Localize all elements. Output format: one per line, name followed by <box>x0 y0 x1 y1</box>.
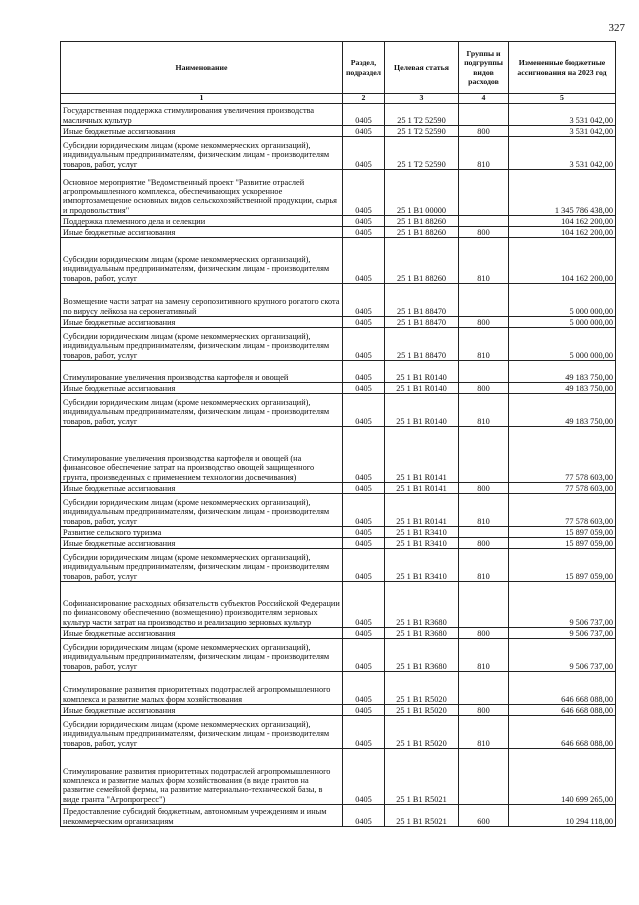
row-group <box>459 104 509 126</box>
table-row <box>61 494 616 527</box>
row-name: Стимулирование развития приоритетных подотраслей агропромышленного комплекса и развитие малых форм хозяйствования (в виде грантов на развитие семейной фермы, на развитие материально-технической базы, в виде гранта "Агропрогресс") <box>61 749 343 805</box>
row-section: 0405 <box>343 104 385 126</box>
column-number: 4 <box>459 94 509 104</box>
row-name: Иные бюджетные ассигнования <box>61 383 343 394</box>
row-section: 0405 <box>343 494 385 527</box>
row-section: 0405 <box>343 170 385 216</box>
table-body <box>61 104 616 827</box>
table-row <box>61 383 616 394</box>
row-amount: 104 162 200,00 <box>509 227 616 238</box>
row-article: 25 1 B1 88470 <box>385 328 459 361</box>
row-group <box>459 216 509 227</box>
table-row <box>61 427 616 483</box>
row-article: 25 1 B1 R5021 <box>385 805 459 827</box>
row-group: 810 <box>459 716 509 749</box>
budget-table <box>60 41 616 827</box>
row-name: Субсидии юридическим лицам (кроме некоммерческих организаций), индивидуальным предпринимателям, физическим лицам - производителям товаров, работ, услуг <box>61 494 343 527</box>
row-amount: 5 000 000,00 <box>509 284 616 317</box>
row-amount: 15 897 059,00 <box>509 538 616 549</box>
row-name: Субсидии юридическим лицам (кроме некоммерческих организаций), индивидуальным предпринимателям, физическим лицам - производителям товаров, работ, услуг <box>61 639 343 672</box>
row-group: 810 <box>459 328 509 361</box>
table-row <box>61 394 616 427</box>
row-name: Государственная поддержка стимулирования увеличения производства масличных культур <box>61 104 343 126</box>
row-article: 25 1 B1 88470 <box>385 284 459 317</box>
row-section: 0405 <box>343 628 385 639</box>
table-row <box>61 284 616 317</box>
row-group <box>459 749 509 805</box>
row-group: 800 <box>459 227 509 238</box>
row-section: 0405 <box>343 137 385 170</box>
row-section: 0405 <box>343 549 385 582</box>
row-amount: 77 578 603,00 <box>509 427 616 483</box>
row-amount: 15 897 059,00 <box>509 549 616 582</box>
row-amount: 5 000 000,00 <box>509 317 616 328</box>
table-row <box>61 317 616 328</box>
table-row <box>61 137 616 170</box>
table-row <box>61 749 616 805</box>
row-name: Стимулирование увеличения производства картофеля и овощей (на финансовое обеспечение затрат на производство овощей защищенного грунта, произведенных с применением технологии досвечивания) <box>61 427 343 483</box>
table-row <box>61 238 616 284</box>
header-article: Целевая статья <box>385 42 459 94</box>
row-group: 800 <box>459 317 509 328</box>
row-amount: 77 578 603,00 <box>509 494 616 527</box>
row-section: 0405 <box>343 483 385 494</box>
row-name: Иные бюджетные ассигнования <box>61 227 343 238</box>
row-group <box>459 284 509 317</box>
row-name: Софинансирование расходных обязательств субъектов Российской Федерации по финансовому обеспечению (возмещению) производителям зерновых культур части затрат на производство и реализацию зерновых культур <box>61 582 343 628</box>
row-article: 25 1 B1 88470 <box>385 317 459 328</box>
row-section: 0405 <box>343 705 385 716</box>
row-name: Субсидии юридическим лицам (кроме некоммерческих организаций), индивидуальным предпринимателям, физическим лицам - производителям товаров, работ, услуг <box>61 716 343 749</box>
row-article: 25 1 B1 R3410 <box>385 549 459 582</box>
row-group <box>459 170 509 216</box>
row-article: 25 1 B1 88260 <box>385 216 459 227</box>
row-section: 0405 <box>343 238 385 284</box>
row-article: 25 1 B1 R0140 <box>385 361 459 383</box>
row-group: 810 <box>459 639 509 672</box>
row-name: Иные бюджетные ассигнования <box>61 317 343 328</box>
row-amount: 104 162 200,00 <box>509 238 616 284</box>
row-name: Субсидии юридическим лицам (кроме некоммерческих организаций), индивидуальным предпринимателям, физическим лицам - производителям товаров, работ, услуг <box>61 394 343 427</box>
table-row <box>61 527 616 538</box>
row-amount: 9 506 737,00 <box>509 628 616 639</box>
table-row <box>61 483 616 494</box>
column-number: 5 <box>509 94 616 104</box>
table-row <box>61 628 616 639</box>
row-article: 25 1 B1 R0141 <box>385 494 459 527</box>
row-group: 810 <box>459 394 509 427</box>
row-section: 0405 <box>343 227 385 238</box>
column-number: 1 <box>61 94 343 104</box>
row-amount: 15 897 059,00 <box>509 527 616 538</box>
row-group: 800 <box>459 483 509 494</box>
row-section: 0405 <box>343 749 385 805</box>
row-article: 25 1 B1 R0141 <box>385 427 459 483</box>
header-amount: Измененные бюджетные ассигнования на 2023 год <box>509 42 616 94</box>
row-group: 800 <box>459 705 509 716</box>
table-row <box>61 328 616 361</box>
row-amount: 10 294 118,00 <box>509 805 616 827</box>
table-row <box>61 104 616 126</box>
row-group: 800 <box>459 538 509 549</box>
row-group: 810 <box>459 549 509 582</box>
table-row <box>61 227 616 238</box>
row-article: 25 1 B1 R0141 <box>385 483 459 494</box>
row-amount: 9 506 737,00 <box>509 582 616 628</box>
row-amount: 3 531 042,00 <box>509 137 616 170</box>
row-group: 800 <box>459 628 509 639</box>
table-row <box>61 549 616 582</box>
row-name: Иные бюджетные ассигнования <box>61 628 343 639</box>
table-row <box>61 639 616 672</box>
row-name: Иные бюджетные ассигнования <box>61 483 343 494</box>
row-name: Основное мероприятие "Ведомственный проект "Развитие отраслей агропромышленного комплекса, обеспечивающих ускоренное импортозамещение основных видов сельскохозяйственной продукции, сырья и продовольствия" <box>61 170 343 216</box>
row-name: Возмещение части затрат на замену серопозитивного крупного рогатого скота по вирусу лейкоза на серонегативный <box>61 284 343 317</box>
row-article: 25 1 B1 00000 <box>385 170 459 216</box>
row-name: Стимулирование развития приоритетных подотраслей агропромышленного комплекса и развитие малых форм хозяйствования <box>61 672 343 705</box>
row-group <box>459 527 509 538</box>
row-section: 0405 <box>343 317 385 328</box>
row-amount: 5 000 000,00 <box>509 328 616 361</box>
row-section: 0405 <box>343 672 385 705</box>
row-group <box>459 427 509 483</box>
row-group <box>459 672 509 705</box>
table-row <box>61 705 616 716</box>
row-article: 25 1 T2 52590 <box>385 137 459 170</box>
row-group: 800 <box>459 126 509 137</box>
row-name: Развитие сельского туризма <box>61 527 343 538</box>
row-article: 25 1 B1 R3410 <box>385 538 459 549</box>
row-name: Иные бюджетные ассигнования <box>61 126 343 137</box>
row-name: Поддержка племенного дела и селекции <box>61 216 343 227</box>
row-article: 25 1 B1 R3410 <box>385 527 459 538</box>
row-amount: 140 699 265,00 <box>509 749 616 805</box>
row-group: 810 <box>459 494 509 527</box>
row-amount: 646 668 088,00 <box>509 705 616 716</box>
row-name: Субсидии юридическим лицам (кроме некоммерческих организаций), индивидуальным предпринимателям, физическим лицам - производителям товаров, работ, услуг <box>61 238 343 284</box>
row-article: 25 1 B1 88260 <box>385 238 459 284</box>
table-row <box>61 582 616 628</box>
row-article: 25 1 B1 R5020 <box>385 705 459 716</box>
row-article: 25 1 B1 R3680 <box>385 628 459 639</box>
row-article: 25 1 B1 R0140 <box>385 383 459 394</box>
row-section: 0405 <box>343 538 385 549</box>
table-row <box>61 672 616 705</box>
row-section: 0405 <box>343 394 385 427</box>
row-section: 0405 <box>343 361 385 383</box>
table-row <box>61 126 616 137</box>
row-section: 0405 <box>343 805 385 827</box>
row-name: Субсидии юридическим лицам (кроме некоммерческих организаций), индивидуальным предпринимателям, физическим лицам - производителям товаров, работ, услуг <box>61 328 343 361</box>
column-number: 2 <box>343 94 385 104</box>
row-section: 0405 <box>343 582 385 628</box>
row-name: Субсидии юридическим лицам (кроме некоммерческих организаций), индивидуальным предпринимателям, физическим лицам - производителям товаров, работ, услуг <box>61 137 343 170</box>
row-article: 25 1 B1 R5020 <box>385 672 459 705</box>
header-group: Группы и подгруппы видов расходов <box>459 42 509 94</box>
table-row <box>61 805 616 827</box>
row-name: Иные бюджетные ассигнования <box>61 538 343 549</box>
table-row <box>61 716 616 749</box>
row-name: Стимулирование увеличения производства картофеля и овощей <box>61 361 343 383</box>
row-section: 0405 <box>343 216 385 227</box>
row-name: Субсидии юридическим лицам (кроме некоммерческих организаций), индивидуальным предпринимателям, физическим лицам - производителям товаров, работ, услуг <box>61 549 343 582</box>
row-amount: 646 668 088,00 <box>509 716 616 749</box>
table-row <box>61 216 616 227</box>
table-row <box>61 361 616 383</box>
row-article: 25 1 B1 R5020 <box>385 716 459 749</box>
row-amount: 49 183 750,00 <box>509 394 616 427</box>
row-article: 25 1 T2 52590 <box>385 104 459 126</box>
row-group: 810 <box>459 238 509 284</box>
row-article: 25 1 T2 52590 <box>385 126 459 137</box>
column-number: 3 <box>385 94 459 104</box>
row-section: 0405 <box>343 383 385 394</box>
row-group: 810 <box>459 137 509 170</box>
column-number-row <box>61 94 616 104</box>
row-group: 800 <box>459 383 509 394</box>
header-section: Раздел, подраздел <box>343 42 385 94</box>
row-article: 25 1 B1 R3680 <box>385 639 459 672</box>
row-amount: 646 668 088,00 <box>509 672 616 705</box>
table-row <box>61 538 616 549</box>
row-name: Иные бюджетные ассигнования <box>61 705 343 716</box>
row-group: 600 <box>459 805 509 827</box>
row-section: 0405 <box>343 716 385 749</box>
row-amount: 3 531 042,00 <box>509 104 616 126</box>
row-amount: 3 531 042,00 <box>509 126 616 137</box>
row-section: 0405 <box>343 427 385 483</box>
table-row <box>61 170 616 216</box>
row-amount: 49 183 750,00 <box>509 361 616 383</box>
table-header-row <box>61 42 616 94</box>
row-article: 25 1 B1 R3680 <box>385 582 459 628</box>
row-amount: 49 183 750,00 <box>509 383 616 394</box>
row-amount: 1 345 786 438,00 <box>509 170 616 216</box>
row-section: 0405 <box>343 527 385 538</box>
row-name: Предоставление субсидий бюджетным, автономным учреждениям и иным некоммерческим организациям <box>61 805 343 827</box>
page-number: 327 <box>608 22 625 34</box>
header-name: Наименование <box>61 42 343 94</box>
row-article: 25 1 B1 R5021 <box>385 749 459 805</box>
row-section: 0405 <box>343 328 385 361</box>
row-group <box>459 361 509 383</box>
row-section: 0405 <box>343 284 385 317</box>
row-amount: 104 162 200,00 <box>509 216 616 227</box>
row-amount: 9 506 737,00 <box>509 639 616 672</box>
row-section: 0405 <box>343 639 385 672</box>
row-article: 25 1 B1 R0140 <box>385 394 459 427</box>
row-section: 0405 <box>343 126 385 137</box>
row-group <box>459 582 509 628</box>
row-amount: 77 578 603,00 <box>509 483 616 494</box>
row-article: 25 1 B1 88260 <box>385 227 459 238</box>
